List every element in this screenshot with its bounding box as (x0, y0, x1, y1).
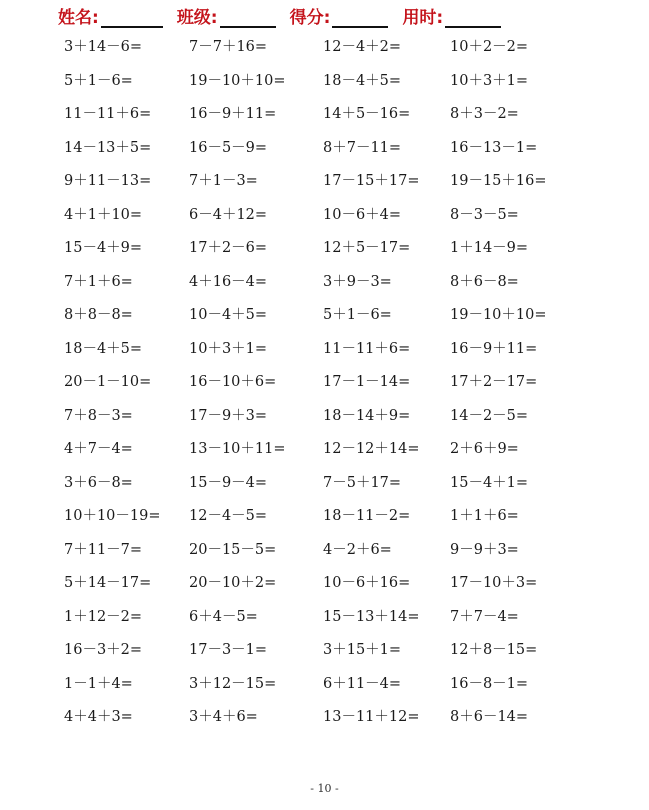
problem-item: 10－6＋16= (323, 575, 411, 591)
problem-row (64, 170, 624, 204)
problem-item: 10－6＋4= (323, 206, 402, 223)
problem-item: 15－9－4= (189, 474, 268, 491)
problem-item: 4－2＋6= (323, 541, 392, 558)
score-label: 得分: (289, 8, 331, 28)
score-field (290, 3, 403, 28)
class-field (177, 3, 290, 28)
problem-item: 14－2－5= (450, 407, 529, 424)
problem-row (64, 405, 624, 439)
problem-row (64, 706, 624, 740)
page-number: - 10 - (310, 782, 339, 795)
problem-row (64, 338, 624, 372)
problem-item: 17－3－1= (189, 642, 268, 658)
problem-item: 7－7＋16= (189, 39, 268, 55)
problem-row (64, 70, 624, 104)
problem-item: 10＋3＋1= (189, 340, 268, 357)
problem-item: 12－12＋14= (323, 441, 420, 457)
problem-item: 4＋7－4= (64, 441, 133, 457)
problem-row (64, 572, 624, 606)
problem-item: 18－11－2= (323, 508, 411, 524)
problem-item: 7＋1＋6= (64, 273, 133, 290)
name-field (58, 3, 177, 28)
problem-item: 7＋11－7= (64, 541, 143, 558)
problem-row (64, 539, 624, 573)
problem-row (64, 271, 624, 305)
problem-item: 11－11＋6= (323, 340, 411, 357)
problem-item: 19－15＋16= (450, 173, 547, 189)
problem-item: 18－4＋5= (64, 340, 143, 357)
problem-item: 13－10＋11= (189, 441, 286, 457)
problem-item: 2＋6＋9= (450, 441, 519, 457)
problem-item: 10－4＋5= (189, 307, 268, 323)
problem-item: 8＋3－2= (450, 106, 519, 122)
problem-item: 8－3－5= (450, 206, 519, 223)
time-used-field (402, 3, 501, 28)
problem-row (64, 204, 624, 238)
problem-item: 12＋8－15= (450, 642, 538, 658)
problem-item: 7－5＋17= (323, 474, 402, 491)
problem-item: 3＋4＋6= (189, 709, 258, 725)
problem-item: 1－1＋4= (64, 675, 133, 692)
problem-item: 13－11＋12= (323, 709, 420, 725)
problem-item: 14＋5－16= (323, 106, 411, 122)
class-label: 班级: (176, 8, 218, 28)
problem-item: 1＋1＋6= (450, 508, 519, 524)
problem-item: 10＋2－2= (450, 39, 529, 55)
problem-item: 4＋16－4= (189, 273, 268, 290)
problem-item: 17－1－14= (323, 374, 411, 390)
problem-item: 18－14＋9= (323, 407, 411, 424)
problem-item: 9－9＋3= (450, 541, 519, 558)
problem-item: 15－4＋9= (64, 240, 143, 256)
problem-row (64, 673, 624, 707)
time-used-blank (445, 8, 501, 28)
problem-item: 16－5－9= (189, 139, 268, 156)
problem-item: 1＋12－2= (64, 608, 143, 625)
problem-item: 7＋7－4= (450, 608, 519, 625)
problem-item: 6－4＋12= (189, 206, 268, 223)
problem-row (64, 639, 624, 673)
problem-item: 6＋4－5= (189, 608, 258, 625)
time-used-label: 用时: (402, 8, 444, 28)
problem-item: 16－9＋11= (450, 340, 538, 357)
problem-grid (64, 36, 624, 740)
score-blank (332, 8, 388, 28)
problem-item: 18－4＋5= (323, 72, 402, 89)
problem-row (64, 36, 624, 70)
problem-item: 10＋10－19= (64, 508, 161, 524)
class-blank (220, 8, 276, 28)
problem-item: 20－10＋2= (189, 575, 277, 591)
problem-item: 15－4＋1= (450, 474, 529, 491)
problem-item: 4＋4＋3= (64, 709, 133, 725)
problem-item: 11－11＋6= (64, 106, 152, 122)
problem-item: 6＋11－4= (323, 675, 402, 692)
problem-item: 5＋1－6= (323, 307, 392, 323)
problem-item: 17＋2－17= (450, 374, 538, 390)
problem-item: 17－10＋3= (450, 575, 538, 591)
problem-item: 7＋1－3= (189, 173, 258, 189)
problem-row (64, 103, 624, 137)
problem-item: 17＋2－6= (189, 240, 268, 256)
problem-item: 5＋14－17= (64, 575, 152, 591)
problem-item: 12－4－5= (189, 508, 268, 524)
problem-item: 17－9＋3= (189, 407, 268, 424)
problem-item: 12－4＋2= (323, 39, 402, 55)
problem-item: 12＋5－17= (323, 240, 411, 256)
problem-item: 19－10＋10= (450, 307, 547, 323)
problem-item: 16－3＋2= (64, 642, 143, 658)
problem-item: 16－10＋6= (189, 374, 277, 390)
problem-item: 7＋8－3= (64, 407, 133, 424)
problem-item: 3＋15＋1= (323, 642, 402, 658)
problem-item: 1＋14－9= (450, 240, 529, 256)
problem-item: 3＋6－8= (64, 474, 133, 491)
problem-item: 14－13＋5= (64, 139, 152, 156)
problem-item: 16－8－1= (450, 675, 529, 692)
problem-item: 8＋8－8= (64, 307, 133, 323)
problem-item: 16－9＋11= (189, 106, 277, 122)
problem-row (64, 371, 624, 405)
problem-item: 8＋6－8= (450, 273, 519, 290)
problem-item: 3＋9－3= (323, 273, 392, 290)
problem-item: 20－15－5= (189, 541, 277, 558)
problem-item: 4＋1＋10= (64, 206, 143, 223)
problem-item: 9＋11－13= (64, 173, 152, 189)
worksheet-header (58, 4, 638, 28)
problem-row (64, 237, 624, 271)
problem-row (64, 438, 624, 472)
name-label: 姓名: (58, 8, 99, 28)
problem-item: 3＋14－6= (64, 39, 143, 55)
problem-item: 8＋6－14= (450, 709, 529, 725)
problem-item: 19－10＋10= (189, 72, 286, 89)
problem-item: 17－15＋17= (323, 173, 420, 189)
problem-row (64, 304, 624, 338)
problem-item: 5＋1－6= (64, 72, 133, 89)
problem-row (64, 472, 624, 506)
problem-item: 10＋3＋1= (450, 72, 529, 89)
problem-item: 15－13＋14= (323, 608, 420, 625)
name-blank (101, 8, 163, 28)
problem-row (64, 137, 624, 171)
problem-item: 16－13－1= (450, 139, 538, 156)
problem-item: 8＋7－11= (323, 139, 402, 156)
problem-row (64, 606, 624, 640)
problem-row (64, 505, 624, 539)
problem-item: 20－1－10= (64, 374, 152, 390)
problem-item: 3＋12－15= (189, 675, 277, 692)
